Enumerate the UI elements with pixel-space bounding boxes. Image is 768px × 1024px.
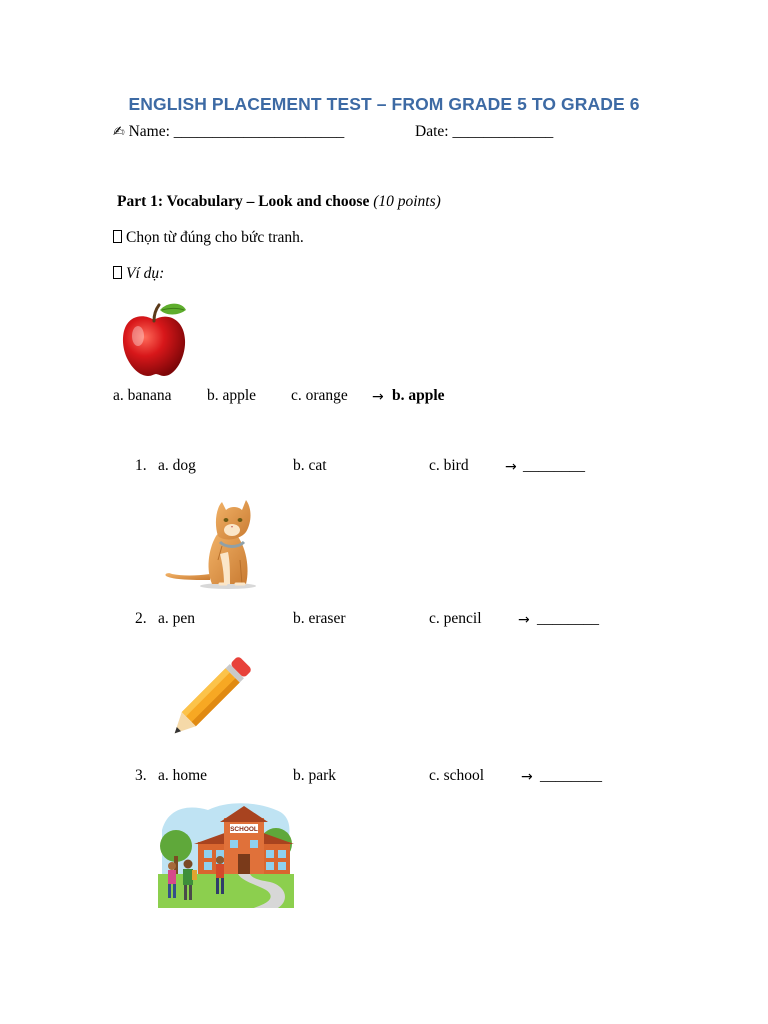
example-option-a: a. banana [113, 387, 172, 404]
question-3-option-a[interactable]: a. home [158, 767, 208, 784]
question-2-number: 2. [135, 610, 147, 627]
part1-title: Part 1: Vocabulary – Look and choose [117, 193, 370, 210]
arrow-right-icon: → [505, 459, 517, 475]
question-2-option-b[interactable]: b. eraser [293, 610, 346, 627]
date-field[interactable]: Date: _____________ [415, 123, 554, 140]
part1-heading [117, 193, 441, 211]
question-1-option-c[interactable]: c. bird [429, 457, 469, 474]
arrow-right-icon: → [518, 612, 530, 628]
instruction-text: Chọn từ đúng cho bức tranh. [126, 229, 304, 246]
page-title: ENGLISH PLACEMENT TEST – FROM GRADE 5 TO GRADE 6 [128, 94, 640, 114]
question-3-answer-blank[interactable]: ________ [540, 767, 602, 784]
missing-glyph-icon [113, 266, 122, 279]
question-1-answer-blank[interactable]: ________ [523, 457, 585, 474]
cat-image [160, 490, 270, 590]
example-answer: b. apple [392, 387, 445, 404]
example-label-text: Ví dụ: [126, 265, 165, 282]
instruction [113, 229, 304, 247]
missing-glyph-icon [113, 230, 122, 243]
apple-image [118, 300, 190, 380]
example-option-c: c. orange [291, 387, 348, 404]
question-2-option-c[interactable]: c. pencil [429, 610, 482, 627]
question-1-number: 1. [135, 457, 147, 474]
name-field[interactable] [113, 123, 344, 141]
arrow-right-icon: → [372, 389, 384, 405]
school-sign-text: SCHOOL [230, 826, 258, 833]
question-2-option-a[interactable]: a. pen [158, 610, 196, 627]
pencil-image [160, 648, 260, 748]
question-3-option-b[interactable]: b. park [293, 767, 337, 784]
part1-points: (10 points) [373, 193, 441, 210]
arrow-right-icon: → [521, 769, 533, 785]
question-1-option-b[interactable]: b. cat [293, 457, 327, 474]
example-label [113, 265, 164, 283]
school-image [158, 800, 294, 908]
writing-hand-icon: ✍ [113, 124, 125, 140]
question-1-option-a[interactable]: a. dog [158, 457, 196, 474]
question-2-answer-blank[interactable]: ________ [537, 610, 599, 627]
question-3-option-c[interactable]: c. school [429, 767, 485, 784]
question-3-number: 3. [135, 767, 147, 784]
name-label: Name: ______________________ [128, 123, 345, 140]
example-option-b: b. apple [207, 387, 257, 404]
